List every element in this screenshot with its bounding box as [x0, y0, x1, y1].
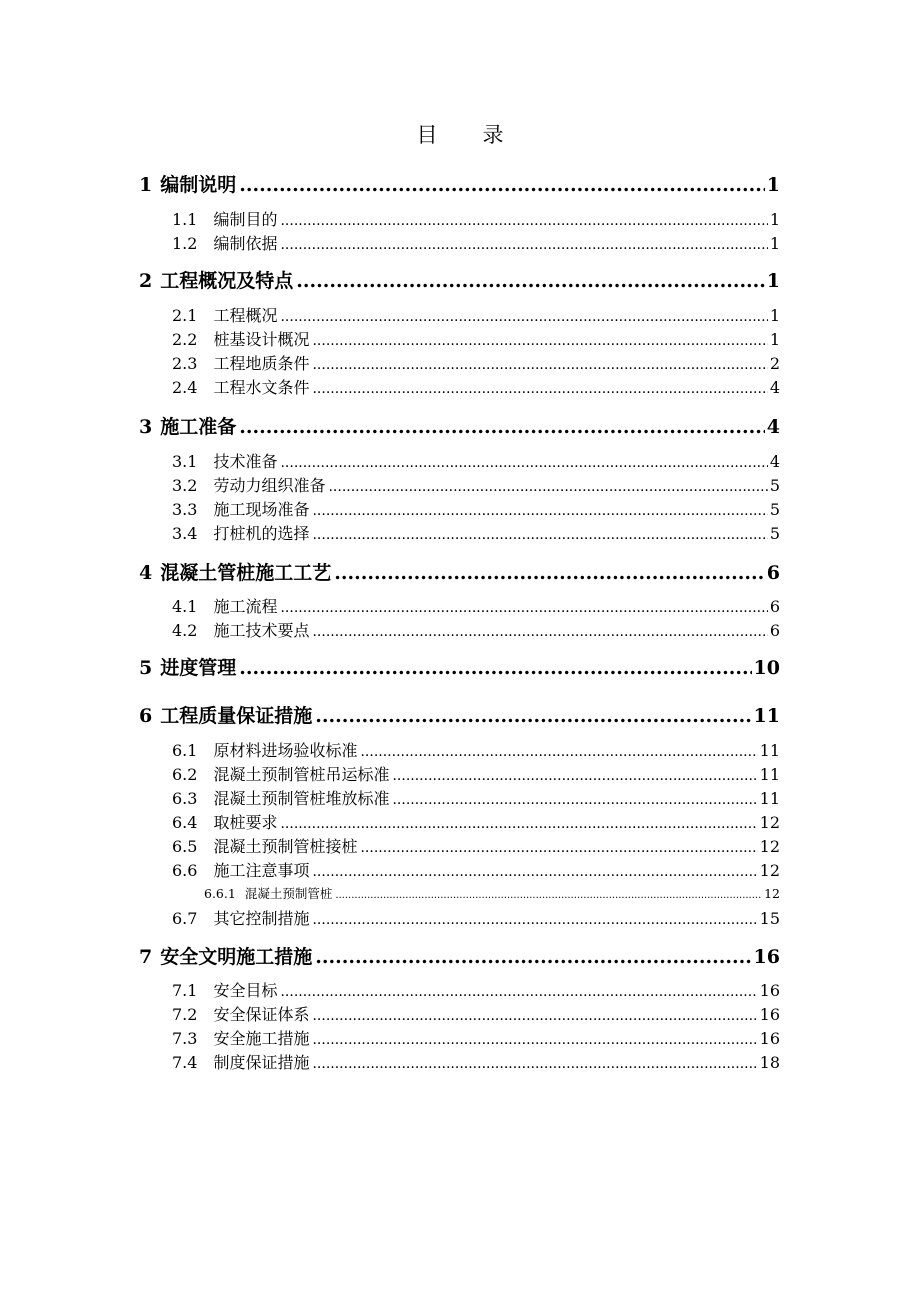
- toc-dot-leader: [312, 909, 757, 931]
- toc-entry-number: 3.2: [172, 476, 198, 495]
- toc-entry-page-number: 16: [759, 1005, 780, 1024]
- toc-entry-1-1[interactable]: [172, 209, 780, 232]
- toc-entry-page-number: 16: [753, 946, 780, 968]
- toc-entry-number: 6.3: [172, 789, 198, 808]
- toc-entry-page-number: 4: [769, 452, 780, 471]
- toc-entry-6-7[interactable]: [172, 908, 780, 931]
- toc-entry-number: 3.1: [172, 452, 198, 471]
- toc-entry-number: 1: [139, 174, 153, 196]
- toc-dot-leader: [280, 813, 757, 835]
- toc-entry-label: 安全施工措施: [213, 1029, 310, 1048]
- toc-dot-leader: [280, 981, 757, 1003]
- toc-entry-label: 取桩要求: [213, 813, 278, 832]
- toc-dot-leader: [239, 414, 765, 440]
- toc-dot-leader: [312, 330, 767, 352]
- toc-entry-number: 6.4: [172, 813, 198, 832]
- toc-entry-label: 编制目的: [213, 210, 278, 229]
- toc-dot-leader: [315, 703, 751, 729]
- toc-entry-number: 4: [139, 562, 153, 584]
- toc-entry-number: 6.5: [172, 837, 198, 856]
- toc-entry-page-number: 4: [769, 378, 780, 397]
- toc-dot-leader: [280, 306, 767, 328]
- toc-entry-label: 工程地质条件: [213, 354, 310, 373]
- toc-entry-page-number: 1: [769, 330, 780, 349]
- toc-entry-7-2[interactable]: [172, 1004, 780, 1027]
- toc-entry-label: 工程概况及特点: [160, 270, 294, 292]
- toc-entry-number: 3: [139, 416, 153, 438]
- toc-entry-label: 制度保证措施: [213, 1053, 310, 1072]
- toc-entry-page-number: 16: [759, 1029, 780, 1048]
- toc-entry-5[interactable]: [139, 655, 780, 681]
- toc-entry-1[interactable]: [139, 172, 780, 198]
- toc-entry-page-number: 12: [764, 886, 780, 901]
- toc-dot-leader: [312, 1029, 757, 1051]
- toc-dot-leader: [334, 560, 765, 586]
- toc-entry-page-number: 10: [753, 657, 780, 679]
- toc-entry-number: 7.3: [172, 1029, 198, 1048]
- toc-entry-number: 2.2: [172, 330, 198, 349]
- toc-entry-label: 原材料进场验收标准: [213, 741, 358, 760]
- toc-entry-page-number: 12: [759, 861, 780, 880]
- toc-entry-number: 6.2: [172, 765, 198, 784]
- toc-entry-page-number: 1: [769, 234, 780, 253]
- toc-dot-leader: [392, 789, 757, 811]
- toc-entry-number: 7.1: [172, 981, 198, 1000]
- toc-entry-label: 混凝土管桩施工工艺: [160, 562, 332, 584]
- toc-dot-leader: [312, 621, 767, 643]
- toc-dot-leader: [312, 1053, 757, 1075]
- toc-entry-2-4[interactable]: [172, 377, 780, 400]
- toc-entry-number: 6.1: [172, 741, 198, 760]
- toc-entry-6-6-1[interactable]: [204, 885, 780, 905]
- toc-entry-6-2[interactable]: [172, 764, 780, 787]
- toc-entry-6-1[interactable]: [172, 740, 780, 763]
- toc-entry-page-number: 16: [759, 981, 780, 1000]
- toc-title-char-2: 录: [482, 123, 504, 147]
- toc-dot-leader: [312, 378, 767, 400]
- toc-entry-7[interactable]: [139, 944, 780, 970]
- toc-entry-3-3[interactable]: [172, 499, 780, 522]
- toc-dot-leader: [280, 210, 767, 232]
- toc-entry-6-4[interactable]: [172, 812, 780, 835]
- toc-entry-3-4[interactable]: [172, 523, 780, 546]
- toc-entry-number: 4.1: [172, 597, 198, 616]
- toc-entry-label: 安全文明施工措施: [160, 946, 313, 968]
- toc-entry-page-number: 12: [759, 837, 780, 856]
- toc-entry-2-1[interactable]: [172, 305, 780, 328]
- toc-entry-label: 施工现场准备: [213, 500, 310, 519]
- toc-dot-leader: [280, 597, 767, 619]
- toc-entry-label: 编制依据: [213, 234, 278, 253]
- toc-entry-page-number: 1: [769, 210, 780, 229]
- toc-entry-2[interactable]: [139, 268, 780, 294]
- toc-entry-page-number: 6: [769, 597, 780, 616]
- toc-entry-page-number: 11: [759, 741, 780, 760]
- toc-entry-number: 6.6.1: [204, 886, 236, 901]
- toc-entry-number: 7.2: [172, 1005, 198, 1024]
- toc-entry-page-number: 11: [759, 789, 780, 808]
- toc-entry-7-3[interactable]: [172, 1028, 780, 1051]
- toc-entry-number: 3.4: [172, 524, 198, 543]
- toc-entry-page-number: 6: [766, 562, 780, 584]
- toc-dot-leader: [360, 837, 757, 859]
- toc-entry-4-2[interactable]: [172, 620, 780, 643]
- toc-dot-leader: [312, 1005, 757, 1027]
- toc-entry-number: 1.1: [172, 210, 198, 229]
- toc-entry-label: 工程质量保证措施: [160, 705, 313, 727]
- toc-entry-page-number: 6: [769, 621, 780, 640]
- toc-entry-label: 施工准备: [160, 416, 237, 438]
- toc-entry-label: 其它控制措施: [213, 909, 310, 928]
- toc-entry-page-number: 1: [766, 174, 780, 196]
- toc-dot-leader: [312, 500, 767, 522]
- toc-entry-label: 工程概况: [213, 306, 278, 325]
- toc-entry-2-3[interactable]: [172, 353, 780, 376]
- toc-entry-number: 2.3: [172, 354, 198, 373]
- toc-entry-label: 混凝土预制管桩吊运标准: [213, 765, 390, 784]
- toc-dot-leader: [312, 524, 767, 546]
- toc-entry-label: 混凝土预制管桩堆放标准: [213, 789, 390, 808]
- toc-entry-page-number: 4: [766, 416, 780, 438]
- toc-entry-page-number: 1: [766, 270, 780, 292]
- toc-entry-label: 打桩机的选择: [213, 524, 310, 543]
- toc-entry-label: 安全目标: [213, 981, 278, 1000]
- toc-entry-label: 混凝土预制管桩: [244, 886, 333, 901]
- toc-entry-number: 6: [139, 705, 153, 727]
- toc-entry-6-6[interactable]: [172, 860, 780, 883]
- toc-entry-label: 进度管理: [160, 657, 237, 679]
- toc-entry-label: 技术准备: [213, 452, 278, 471]
- toc-entry-page-number: 2: [769, 354, 780, 373]
- toc-entry-number: 2: [139, 270, 153, 292]
- toc-dot-leader: [280, 234, 767, 256]
- toc-entry-page-number: 5: [769, 500, 780, 519]
- toc-entry-1-2[interactable]: [172, 233, 780, 256]
- toc-entry-number: 6.6: [172, 861, 198, 880]
- toc-entry-label: 混凝土预制管桩接桩: [213, 837, 358, 856]
- toc-entry-number: 5: [139, 657, 153, 679]
- toc-entry-3[interactable]: [139, 414, 780, 440]
- toc-entry-number: 7: [139, 946, 153, 968]
- toc-entry-6-5[interactable]: [172, 836, 780, 859]
- toc-dot-leader: [328, 476, 767, 498]
- toc-dot-leader: [312, 354, 767, 376]
- toc-entry-label: 施工注意事项: [213, 861, 310, 880]
- toc-entry-2-2[interactable]: [172, 329, 780, 352]
- toc-entry-page-number: 5: [769, 476, 780, 495]
- toc-entry-page-number: 11: [759, 765, 780, 784]
- toc-entry-3-1[interactable]: [172, 451, 780, 474]
- toc-entry-4-1[interactable]: [172, 596, 780, 619]
- toc-entry-label: 施工技术要点: [213, 621, 310, 640]
- toc-dot-leader: [296, 268, 765, 294]
- toc-dot-leader: [239, 172, 765, 198]
- toc-dot-leader: [335, 887, 762, 905]
- toc-entry-page-number: 11: [753, 705, 780, 727]
- toc-entry-label: 安全保证体系: [213, 1005, 310, 1024]
- toc-entry-label: 施工流程: [213, 597, 278, 616]
- toc-dot-leader: [280, 452, 767, 474]
- toc-entry-page-number: 12: [759, 813, 780, 832]
- toc-entry-number: 6.7: [172, 909, 198, 928]
- toc-entry-number: 1.2: [172, 234, 198, 253]
- toc-dot-leader: [315, 944, 751, 970]
- toc-entry-6-3[interactable]: [172, 788, 780, 811]
- toc-title: [0, 121, 920, 149]
- toc-entry-page-number: 18: [759, 1053, 780, 1072]
- toc-entry-page-number: 15: [759, 909, 780, 928]
- toc-entry-page-number: 5: [769, 524, 780, 543]
- toc-entry-7-4[interactable]: [172, 1052, 780, 1075]
- toc-entry-4[interactable]: [139, 560, 780, 586]
- toc-entry-label: 劳动力组织准备: [213, 476, 326, 495]
- toc-entry-6[interactable]: [139, 703, 780, 729]
- toc-title-char-1: 目: [416, 123, 438, 147]
- toc-entry-number: 2.4: [172, 378, 198, 397]
- toc-entry-label: 工程水文条件: [213, 378, 310, 397]
- toc-entry-label: 桩基设计概况: [213, 330, 310, 349]
- toc-dot-leader: [360, 741, 757, 763]
- toc-entry-number: 2.1: [172, 306, 198, 325]
- toc-entry-7-1[interactable]: [172, 980, 780, 1003]
- toc-entry-number: 3.3: [172, 500, 198, 519]
- toc-dot-leader: [239, 655, 751, 681]
- toc-entry-number: 7.4: [172, 1053, 198, 1072]
- toc-entry-label: 编制说明: [160, 174, 237, 196]
- toc-entry-3-2[interactable]: [172, 475, 780, 498]
- toc-dot-leader: [312, 861, 757, 883]
- toc-entry-page-number: 1: [769, 306, 780, 325]
- toc-entry-number: 4.2: [172, 621, 198, 640]
- toc-dot-leader: [392, 765, 757, 787]
